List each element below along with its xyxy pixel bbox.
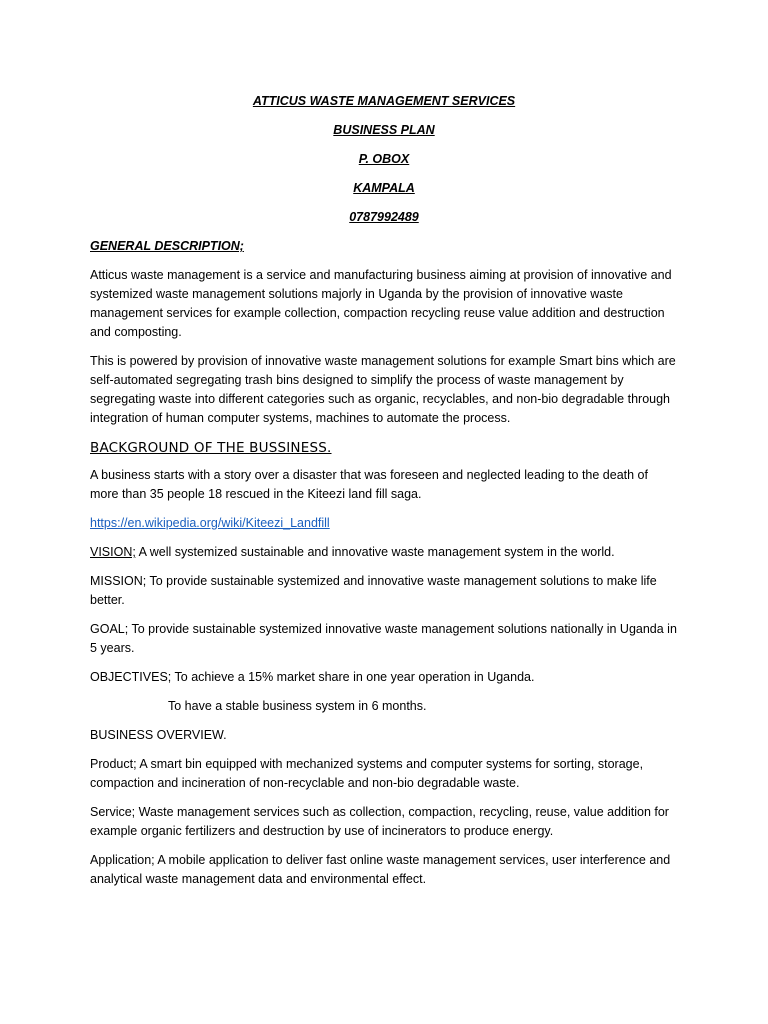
business-overview-heading: BUSINESS OVERVIEW. (90, 728, 227, 742)
company-title: ATTICUS WASTE MANAGEMENT SERVICES (252, 94, 516, 108)
objectives-line-1: OBJECTIVES; To achieve a 15% market share in one year operation in Uganda. (90, 670, 535, 684)
service-description: Service; Waste management services such as collection, compaction, recycling, reuse, value addition for example organic fertilizers and destruction by use of incinerators to produce energy. (90, 805, 669, 838)
general-description-paragraph-2: This is powered by provision of innovative waste management solutions for example Smart bins which are self-automated segregating trash bins designed to simplify the process of waste management by segregating waste into different categories such as organic, recyclables, and non-bio degradable through integration of human computer systems, machines to automate the process. (90, 354, 676, 425)
background-paragraph: A business starts with a story over a disaster that was foreseen and neglected leading to the death of more than 35 people 18 rescued in the Kiteezi land fill saga. (90, 468, 648, 501)
product-description: Product; A smart bin equipped with mechanized systems and computer systems for sorting, storage, compaction and incineration of non-recyclable and non-bio degradable waste. (90, 757, 644, 790)
mission-statement: MISSION; To provide sustainable systemized and innovative waste management solutions to make life better. (90, 574, 657, 607)
document-page (90, 92, 678, 899)
city: KAMPALA (353, 181, 415, 195)
vision-label: VISION; (90, 545, 136, 559)
general-description-paragraph-1: Atticus waste management is a service and manufacturing business aiming at provision of innovative and systemized waste management solutions majorly in Uganda by the provision of innovative waste management services for example collection, compaction recycling reuse value addition and destruction and composting. (90, 268, 672, 339)
document-type: BUSINESS PLAN (333, 123, 435, 137)
po-box: P. OBOX (358, 152, 410, 166)
objectives-line-2: To have a stable business system in 6 months. (168, 699, 427, 713)
kiteezi-link-line (90, 514, 678, 533)
kiteezi-wikipedia-link[interactable]: https://en.wikipedia.org/wiki/Kiteezi_Landfill (90, 516, 330, 530)
general-description-heading: GENERAL DESCRIPTION; (90, 239, 244, 253)
background-heading: BACKGROUND OF THE BUSSINESS. (90, 440, 332, 456)
goal-statement: GOAL; To provide sustainable systemized innovative waste management solutions nationally in Uganda in 5 years. (90, 622, 677, 655)
vision-statement (90, 543, 678, 562)
application-description: Application; A mobile application to deliver fast online waste management services, user interference and analytical waste management data and environmental effect. (90, 853, 671, 886)
phone-number: 0787992489 (349, 210, 419, 224)
vision-text: A well systemized sustainable and innovative waste management system in the world. (135, 545, 615, 559)
